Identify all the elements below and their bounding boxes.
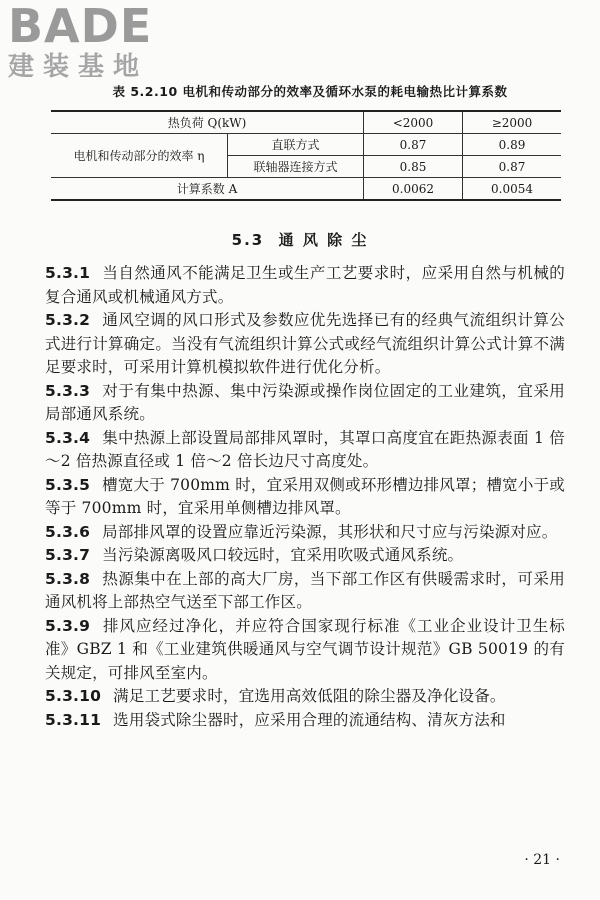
col-header-high: ≥2000	[463, 111, 562, 134]
clause-number: 5.3.6	[45, 522, 91, 541]
clause-number: 5.3.8	[45, 569, 91, 588]
clause	[45, 380, 565, 427]
clause-text: 当自然通风不能满足卫生或生产工艺要求时，应采用自然与机械的复合通风或机械通风方式。	[45, 264, 565, 306]
clause-text: 集中热源上部设置局部排风罩时，其罩口高度宜在距热源表面 1 倍～2 倍热源直径或 1 倍～2 倍长边尺寸高度处。	[45, 428, 565, 470]
clause	[45, 709, 565, 733]
page-number: · 21 ·	[524, 852, 560, 868]
clause-number: 5.3.5	[45, 475, 91, 494]
clause	[45, 615, 565, 686]
clause-text: 通风空调的风口形式及参数应优先选择已有的经典气流组织计算公式进行计算确定。当没有气流组织计算公式或经气流组织计算公式计算不满足要求时，可采用计算机模拟软件进行优化分析。	[45, 311, 565, 376]
table-cell: 0.0062	[364, 178, 463, 201]
clause-number: 5.3.7	[45, 546, 91, 564]
clause-text: 满足工艺要求时，宜选用高效低阻的除尘器及净化设备。	[113, 687, 506, 705]
clause	[45, 474, 565, 521]
clause-list	[45, 262, 565, 732]
clause-text: 槽宽大于 700mm 时，宜采用双侧或环形槽边排风罩；槽宽小于或等于 700mm 时，宜采用单侧槽边排风罩。	[45, 475, 565, 517]
table-row	[51, 178, 561, 201]
logo-text: BADE	[8, 0, 153, 53]
coefficient-table	[51, 110, 561, 201]
table-cell: 0.0054	[463, 178, 562, 201]
clause-number: 5.3.9	[45, 616, 91, 635]
clause	[45, 309, 565, 380]
clause-number: 5.3.1	[45, 264, 91, 282]
clause-text: 当污染源离吸风口较远时，宜采用吹吸式通风系统。	[102, 546, 464, 564]
table-cell: 0.87	[364, 134, 463, 156]
clause-text: 对于有集中热源、集中污染源或操作岗位固定的工业建筑，宜采用局部通风系统。	[45, 381, 565, 423]
clause	[45, 521, 565, 545]
section-heading	[0, 229, 600, 250]
section-number: 5.3	[231, 231, 265, 249]
table-cell: 0.87	[463, 156, 562, 178]
watermark-logo	[8, 2, 183, 82]
row-label: 直联方式	[228, 134, 364, 156]
clause-text: 局部排风罩的设置应靠近污染源，其形状和尺寸应与污染源对应。	[102, 522, 558, 541]
clause	[45, 427, 565, 474]
logo-subtext: 建装基地	[8, 52, 149, 82]
table-title: 表 5.2.10 电机和传动部分的效率及循环水泵的耗电输热比计算系数	[112, 84, 508, 99]
efficiency-label: 电机和传动部分的效率 η	[51, 134, 228, 178]
clause	[45, 568, 565, 615]
heat-load-label: 热负荷 Q(kW)	[51, 111, 364, 134]
col-header-low: <2000	[364, 111, 463, 134]
clause-text: 选用袋式除尘器时，应采用合理的流通结构、清灰方法和	[113, 710, 506, 729]
section-title: 通 风 除 尘	[278, 231, 369, 249]
clause	[45, 262, 565, 309]
clause-number: 5.3.4	[45, 428, 91, 447]
coef-label: 计算系数 A	[51, 178, 364, 201]
clause-number: 5.3.3	[45, 381, 91, 400]
table-row	[51, 134, 561, 156]
clause-number: 5.3.10	[45, 687, 102, 705]
clause	[45, 685, 565, 709]
clause-number: 5.3.2	[45, 311, 91, 329]
table-cell: 0.85	[364, 156, 463, 178]
clause-text: 热源集中在上部的高大厂房，当下部工作区有供暖需求时，可采用通风机将上部热空气送至下部工作区。	[45, 569, 565, 611]
table-cell: 0.89	[463, 134, 562, 156]
row-label: 联轴器连接方式	[228, 156, 364, 178]
table-header-row	[51, 111, 561, 134]
clause-text: 排风应经过净化，并应符合国家现行标准《工业企业设计卫生标准》GBZ 1 和《工业建筑供暖通风与空气调节设计规范》GB 50019 的有关规定，可排风至室内。	[45, 616, 565, 682]
clause-number: 5.3.11	[45, 710, 102, 729]
clause	[45, 544, 565, 568]
